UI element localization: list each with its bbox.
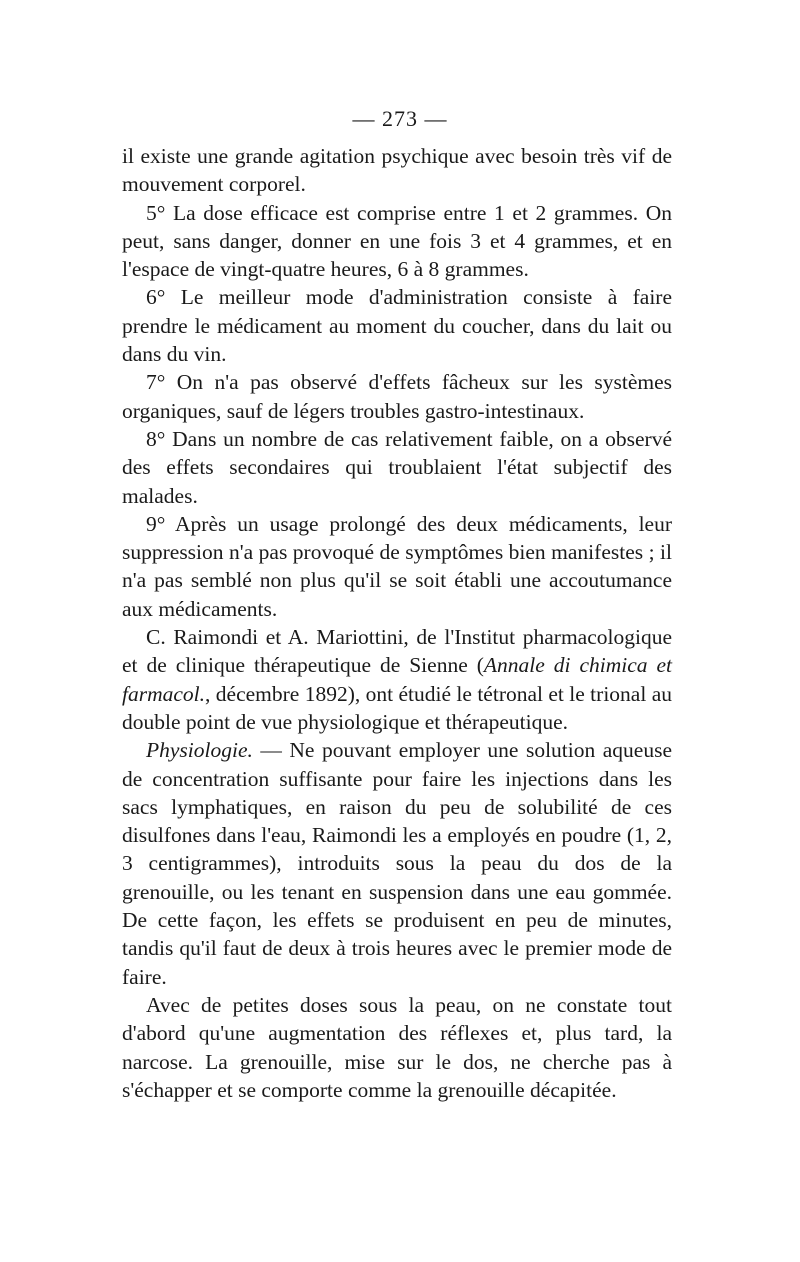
body-text	[122, 142, 672, 1104]
paragraph-item-5: 5° La dose efficace est comprise entre 1 et 2 grammes. On peut, sans danger, donner en une fois 3 et 4 grammes, et en l'espace de vingt-quatre heures, 6 à 8 grammes.	[122, 200, 672, 282]
paragraph-physiologie	[122, 736, 672, 991]
section-heading-physiologie: Physiologie.	[146, 738, 253, 763]
paragraph-item-7: 7° On n'a pas observé d'effets fâcheux sur les systèmes organiques, sauf de légers troubles gastro-intestinaux.	[122, 370, 672, 423]
journal-title: Annale di chimica et farmacol.	[122, 653, 672, 706]
raimondi-text-after: , décembre 1892), ont étudié le tétronal et le trional au double point de vue physiologique et thérapeutique.	[122, 681, 672, 734]
page-number: — 273 —	[352, 106, 448, 131]
raimondi-text-before: C. Raimondi et A. Mariottini, de l'Institut pharmacologique et de clinique thérapeutique de Sienne (	[122, 625, 672, 678]
paragraph-raimondi	[122, 623, 672, 736]
paragraph-item-8: 8° Dans un nombre de cas relativement faible, on a observé des effets secondaires qui troublaient l'état subjectif des malades.	[122, 426, 672, 508]
paragraph-continuation: il existe une grande agitation psychique avec besoin très vif de mouvement corporel.	[122, 144, 672, 197]
paragraph-item-6: 6° Le meilleur mode d'administration consiste à faire prendre le médicament au moment du coucher, dans du lait ou dans du vin.	[122, 285, 672, 367]
paragraph-avec: Avec de petites doses sous la peau, on ne constate tout d'abord qu'une augmentation des réflexes et, plus tard, la narcose. La grenouille, mise sur le dos, ne cherche pas à s'échapper et se comporte comme la grenouille décapitée.	[122, 992, 672, 1102]
paragraph-item-9: 9° Après un usage prolongé des deux médicaments, leur suppression n'a pas provoqué de symptômes bien manifestes ; il n'a pas semblé non plus qu'il se soit établi une accoutumance aux médicaments.	[122, 511, 672, 621]
physiologie-text: — Ne pouvant employer une solution aqueuse de concentration suffisante pour faire les injections dans les sacs lymphatiques, en raison du peu de solubilité de ces disulfones dans l'eau, Raimondi les a employés en poudre (1, 2, 3 centigrammes), introduits sous la peau du dos de la grenouille, ou les tenant en suspension dans une eau gommée. De cette façon, les effets se produisent en peu de minutes, tandis qu'il faut de deux à trois heures avec le premier mode de faire.	[122, 738, 672, 989]
